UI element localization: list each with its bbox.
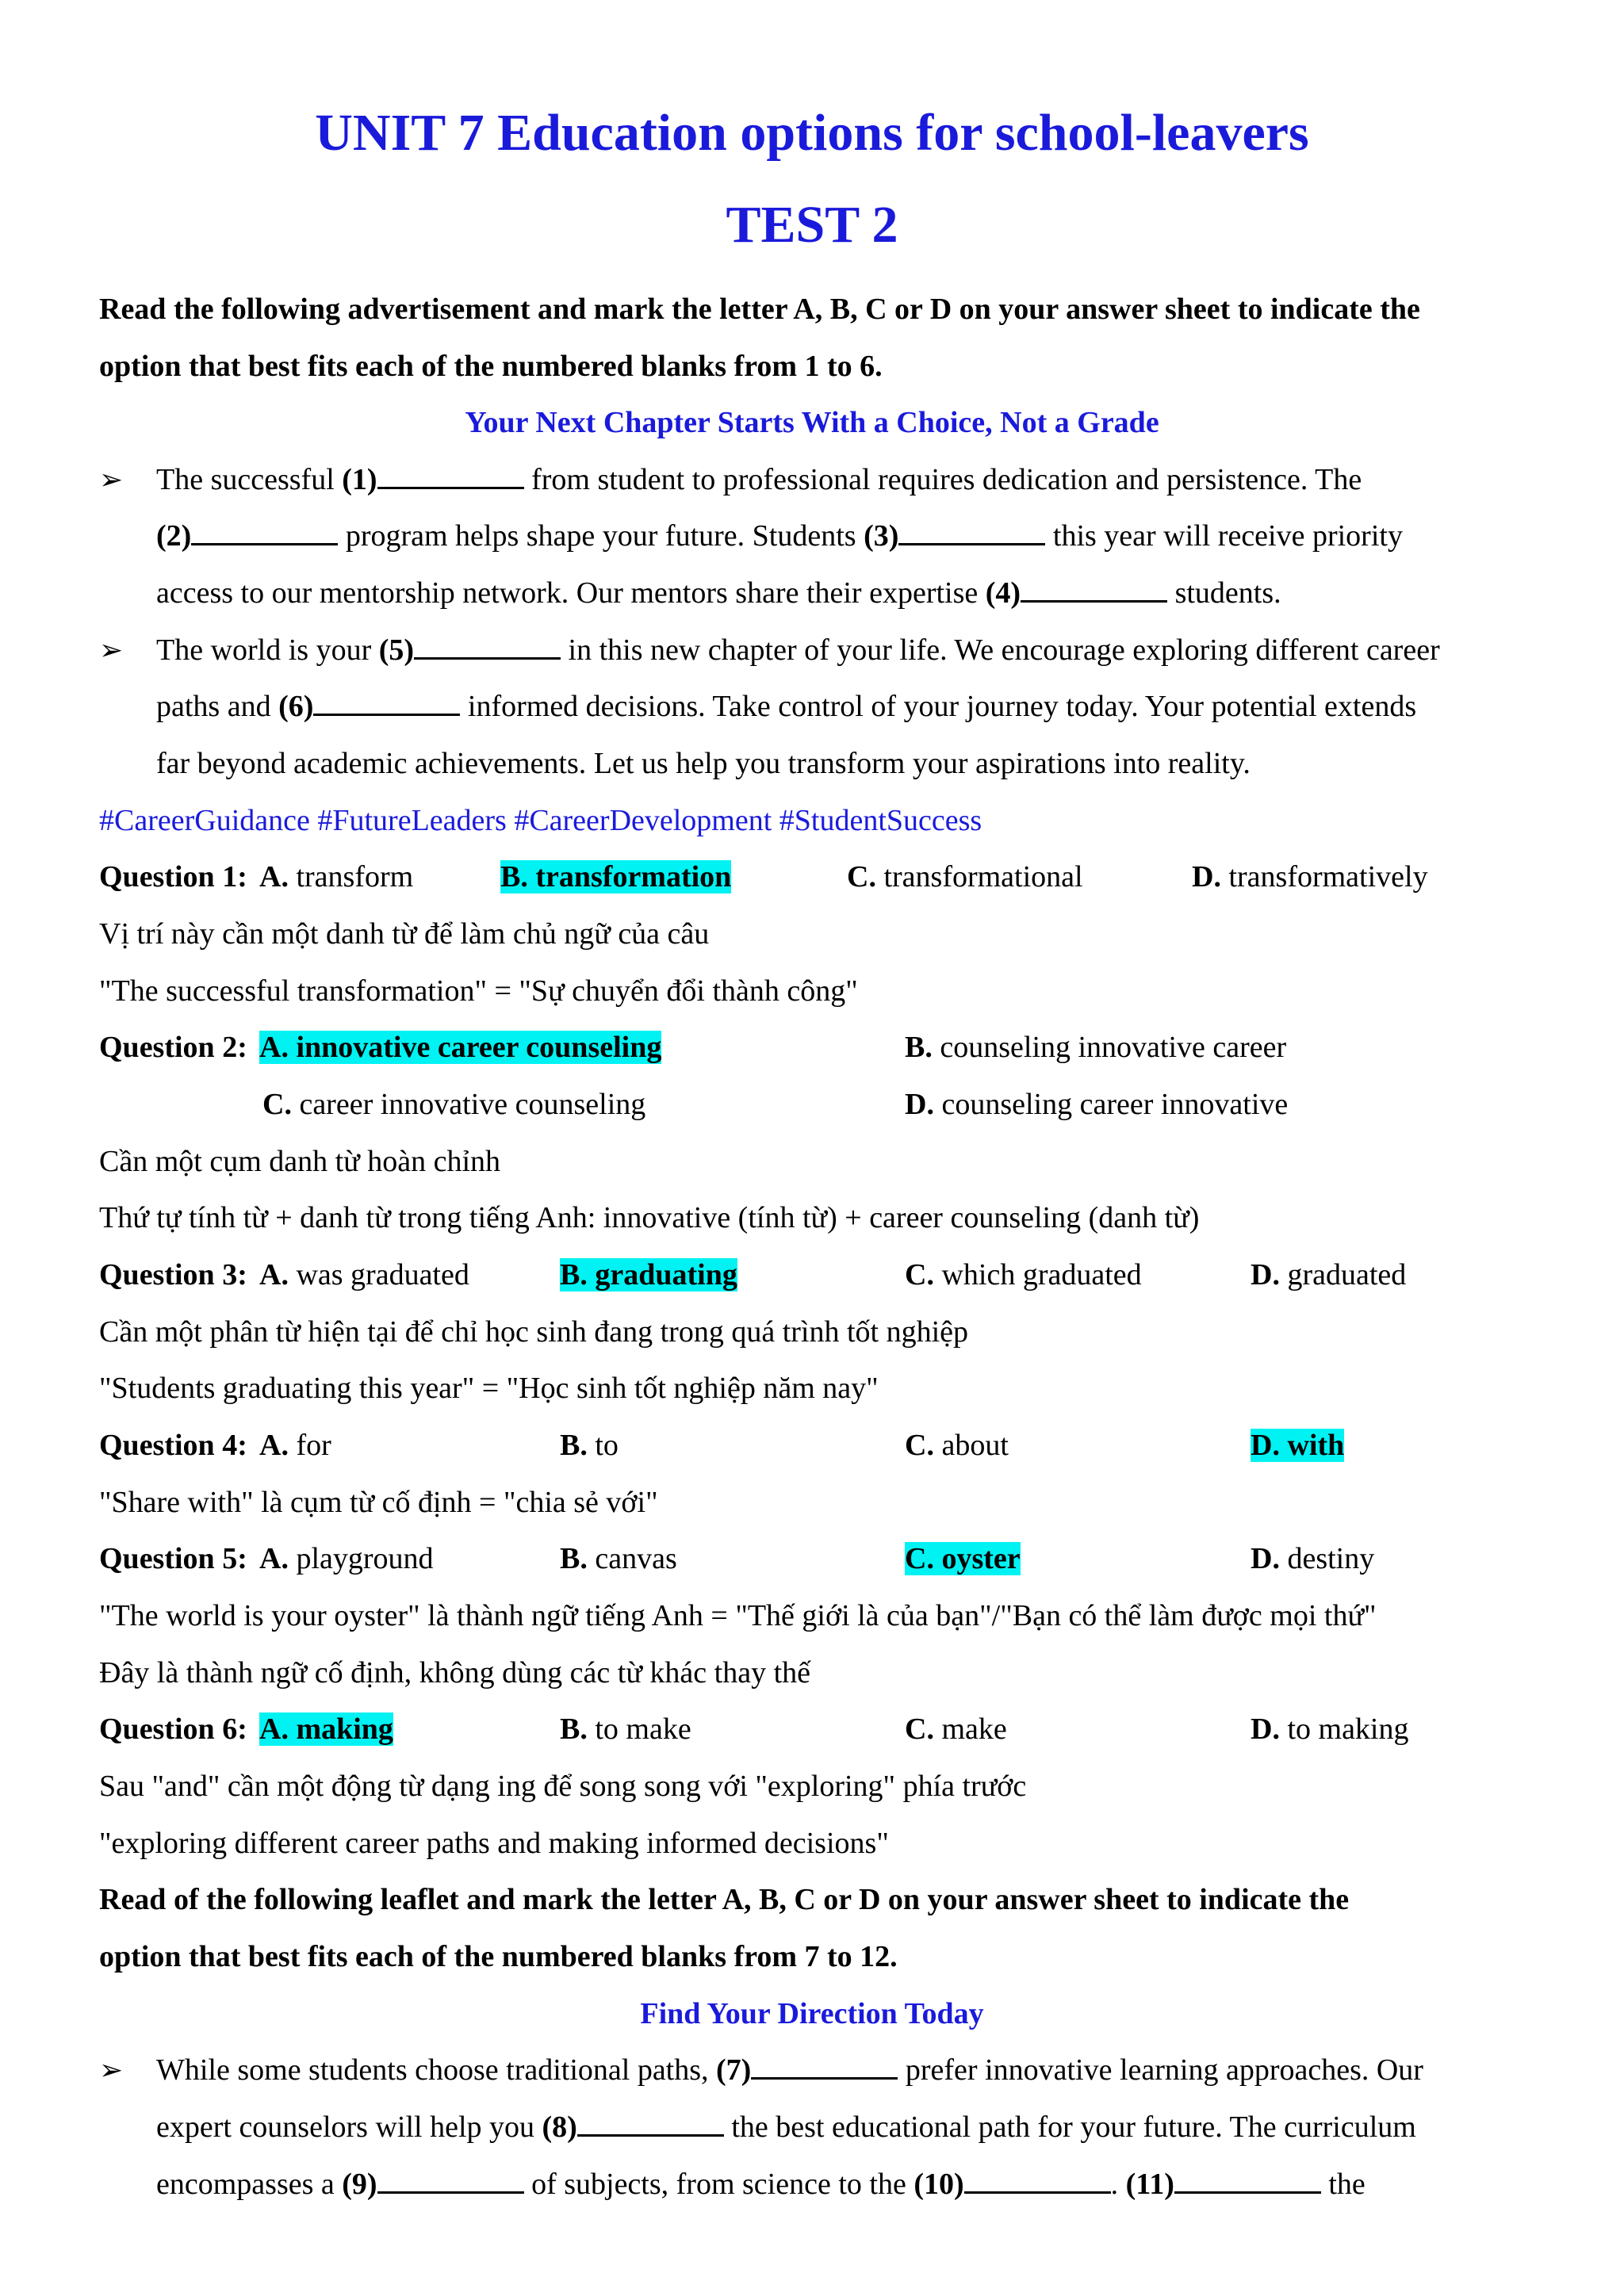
blank-9 [377, 2168, 524, 2194]
q1-option-c: C. transformational [847, 860, 1083, 894]
q6-explanation-1: Sau "and" cần một động từ dạng ing để song song với "exploring" phía trước [99, 1770, 1027, 1803]
q5-option-b: B. canvas [560, 1542, 677, 1575]
q5-option-c-answer: C. oyster [905, 1542, 1021, 1575]
passage1-line2: (2) program helps shape your future. Students (3) this year will receive priority [156, 519, 1403, 553]
test-title: TEST 2 [726, 196, 898, 254]
q5-explanation-1: "The world is your oyster" là thành ngữ tiếng Anh = "Thế giới là của bạn"/"Bạn có thể làm được mọi thứ" [99, 1599, 1377, 1632]
q4-option-d-answer: D. with [1251, 1429, 1345, 1462]
passage2-line1: The world is your (5) in this new chapter of your life. We encourage exploring different career [156, 633, 1440, 667]
q4-option-b: B. to [560, 1429, 619, 1462]
section2-instruction-line1: Read of the following leaflet and mark the letter A, B, C or D on your answer sheet to indicate the [99, 1883, 1350, 1916]
passage1-line3: access to our mentorship network. Our mentors share their expertise (4) students. [156, 576, 1281, 610]
question-2-label: Question 2: [99, 1031, 247, 1064]
question-4-label: Question 4: [99, 1429, 247, 1462]
q1-option-b-answer: B. transformation [500, 860, 732, 894]
q5-option-d: D. destiny [1251, 1542, 1375, 1575]
section1-instruction-line1: Read the following advertisement and mark the letter A, B, C or D on your answer sheet to indicate the [99, 293, 1420, 326]
bullet-icon: ➢ [99, 464, 124, 496]
bullet-icon: ➢ [99, 2054, 124, 2086]
advertisement-heading: Your Next Chapter Starts With a Choice, Not a Grade [465, 406, 1159, 439]
section1-instruction-line2: option that best fits each of the numbered blanks from 1 to 6. [99, 350, 883, 383]
q1-explanation-2: "The successful transformation" = "Sự chuyển đổi thành công" [99, 974, 858, 1008]
q2-option-c: C. career innovative counseling [262, 1088, 646, 1121]
q2-option-b: B. counseling innovative career [905, 1031, 1287, 1064]
q4-option-c: C. about [905, 1429, 1009, 1462]
section2-instruction-line2: option that best fits each of the numbered blanks from 7 to 12. [99, 1940, 898, 1973]
q5-option-a: A. playground [259, 1542, 434, 1575]
unit-title: UNIT 7 Education options for school-leavers [315, 104, 1309, 162]
q1-option-a: A. transform [259, 860, 414, 894]
blank-3 [898, 519, 1045, 545]
q3-option-c: C. which graduated [905, 1258, 1142, 1292]
q3-explanation-1: Cần một phân từ hiện tại để chỉ học sinh đang trong quá trình tốt nghiệp [99, 1315, 969, 1349]
q6-option-a-answer: A. making [259, 1712, 393, 1746]
q1-explanation-1: Vị trí này cần một danh từ để làm chủ ngữ của câu [99, 917, 710, 951]
blank-7 [751, 2053, 898, 2080]
q4-explanation-1: "Share with" là cụm từ cố định = "chia sẻ với" [99, 1486, 658, 1519]
question-3-label: Question 3: [99, 1258, 247, 1292]
q2-explanation-1: Cần một cụm danh từ hoàn chỉnh [99, 1145, 501, 1178]
passage3-line3: encompasses a (9) of subjects, from science to the (10) . (11) the [156, 2168, 1365, 2201]
q6-option-b: B. to make [560, 1712, 691, 1746]
q3-explanation-2: "Students graduating this year" = "Học sinh tốt nghiệp năm nay" [99, 1372, 879, 1405]
q2-option-d: D. counseling career innovative [905, 1088, 1289, 1121]
q3-option-a: A. was graduated [259, 1258, 469, 1292]
blank-6 [313, 690, 460, 716]
q6-explanation-2: "exploring different career paths and making informed decisions" [99, 1827, 889, 1860]
question-6-label: Question 6: [99, 1712, 247, 1746]
bullet-icon: ➢ [99, 634, 124, 666]
blank-4 [1021, 576, 1167, 603]
leaflet-heading: Find Your Direction Today [640, 1997, 984, 2030]
blank-10 [964, 2168, 1111, 2194]
q3-option-b-answer: B. graduating [560, 1258, 737, 1292]
q2-explanation-2: Thứ tự tính từ + danh từ trong tiếng Anh: innovative (tính từ) + career counseling (danh từ) [99, 1201, 1200, 1234]
blank-2 [191, 519, 338, 545]
q6-option-d: D. to making [1251, 1712, 1409, 1746]
passage2-line2: paths and (6) informed decisions. Take control of your journey today. Your potential extends [156, 690, 1417, 723]
question-1-label: Question 1: [99, 860, 247, 894]
blank-11 [1174, 2168, 1321, 2194]
q6-option-c: C. make [905, 1712, 1007, 1746]
passage3-line2: expert counselors will help you (8) the best educational path for your future. The curriculum [156, 2110, 1416, 2144]
q2-option-a-answer: A. innovative career counseling [259, 1031, 662, 1064]
blank-1 [377, 463, 524, 489]
blank-8 [577, 2110, 724, 2137]
passage2-line3: far beyond academic achievements. Let us help you transform your aspirations into reality. [156, 747, 1251, 780]
q5-explanation-2: Đây là thành ngữ cố định, không dùng các từ khác thay thế [99, 1656, 811, 1689]
blank-5 [414, 633, 561, 660]
q1-option-d: D. transformatively [1192, 860, 1428, 894]
passage1-line1: The successful (1) from student to professional requires dedication and persistence. The [156, 463, 1362, 496]
q4-option-a: A. for [259, 1429, 331, 1462]
question-5-label: Question 5: [99, 1542, 247, 1575]
q3-option-d: D. graduated [1251, 1258, 1407, 1292]
hashtags: #CareerGuidance #FutureLeaders #CareerDevelopment #StudentSuccess [99, 804, 982, 837]
passage3-line1: While some students choose traditional paths, (7) prefer innovative learning approaches. Our [156, 2053, 1423, 2087]
